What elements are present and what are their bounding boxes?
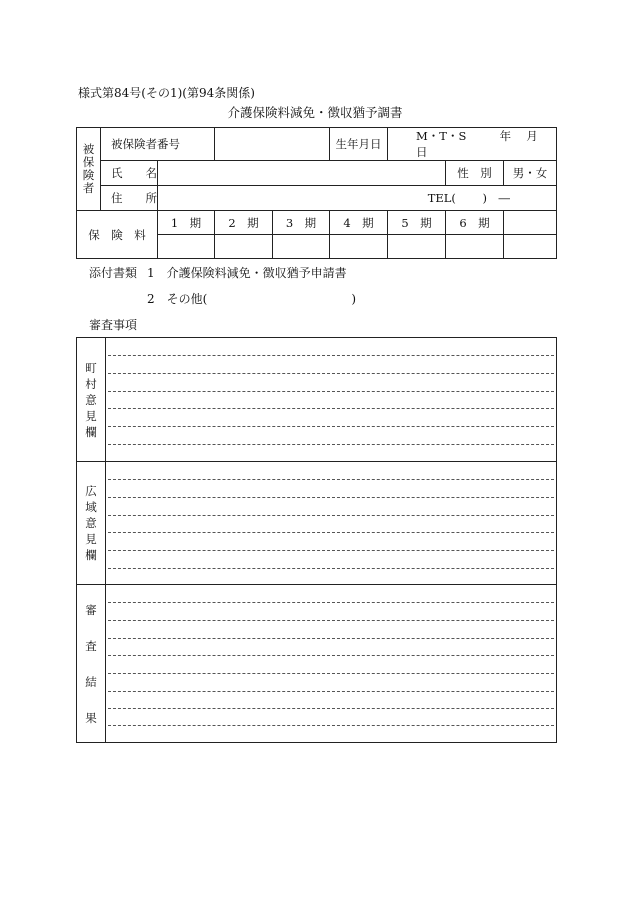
period-header: 5 期 [388,211,446,235]
regional-opinion-field[interactable] [106,462,557,585]
town-opinion-field[interactable] [106,338,557,462]
review-table [76,337,557,743]
address-label: 住 所 [101,186,158,211]
insured-number-field[interactable] [215,128,330,161]
insured-section-label: 被 保 険 者 [77,128,101,211]
attachment-item-1: 1 介護保険料減免・徴収猶予申請書 [147,266,347,280]
period-amount-field[interactable] [273,235,330,259]
regional-opinion-label: 広 域 意 見 欄 [77,462,106,585]
period-header: 2 期 [215,211,273,235]
period-header-blank [504,211,557,235]
period-amount-field[interactable] [215,235,273,259]
name-field[interactable] [158,161,446,186]
insured-number-label: 被保険者番号 [101,128,215,161]
date-units: 年 月 日 [416,129,553,159]
period-amount-field[interactable] [158,235,215,259]
period-amount-field[interactable] [388,235,446,259]
review-items-label: 審査事項 [89,318,138,332]
attachment-item-2: 2 その他( ) [147,292,356,306]
review-result-field[interactable] [106,585,557,743]
address-field[interactable] [158,186,557,211]
premium-label: 保 険 料 [77,211,158,259]
gender-options: 男・女 [504,161,557,186]
form-number: 様式第84号(その1)(第94条関係) [78,86,255,100]
tel-label: TEL( ) ― [427,191,511,205]
town-opinion-label: 町 村 意 見 欄 [77,338,106,462]
era-options: M・T・S [416,129,467,143]
birthdate-field[interactable] [388,128,557,161]
insured-premium-table [76,127,557,259]
period-amount-field[interactable] [504,235,557,259]
birthdate-label: 生年月日 [330,128,388,161]
period-header: 1 期 [158,211,215,235]
document-title: 介護保険料減免・徴収猶予調書 [227,105,403,120]
period-amount-field[interactable] [330,235,388,259]
period-header: 4 期 [330,211,388,235]
gender-label: 性 別 [446,161,504,186]
attachments-label: 添付書類 [89,266,138,280]
period-amount-field[interactable] [446,235,504,259]
name-label: 氏 名 [101,161,158,186]
review-result-label: 審 査 結 果 [77,585,106,743]
period-header: 3 期 [273,211,330,235]
period-header: 6 期 [446,211,504,235]
